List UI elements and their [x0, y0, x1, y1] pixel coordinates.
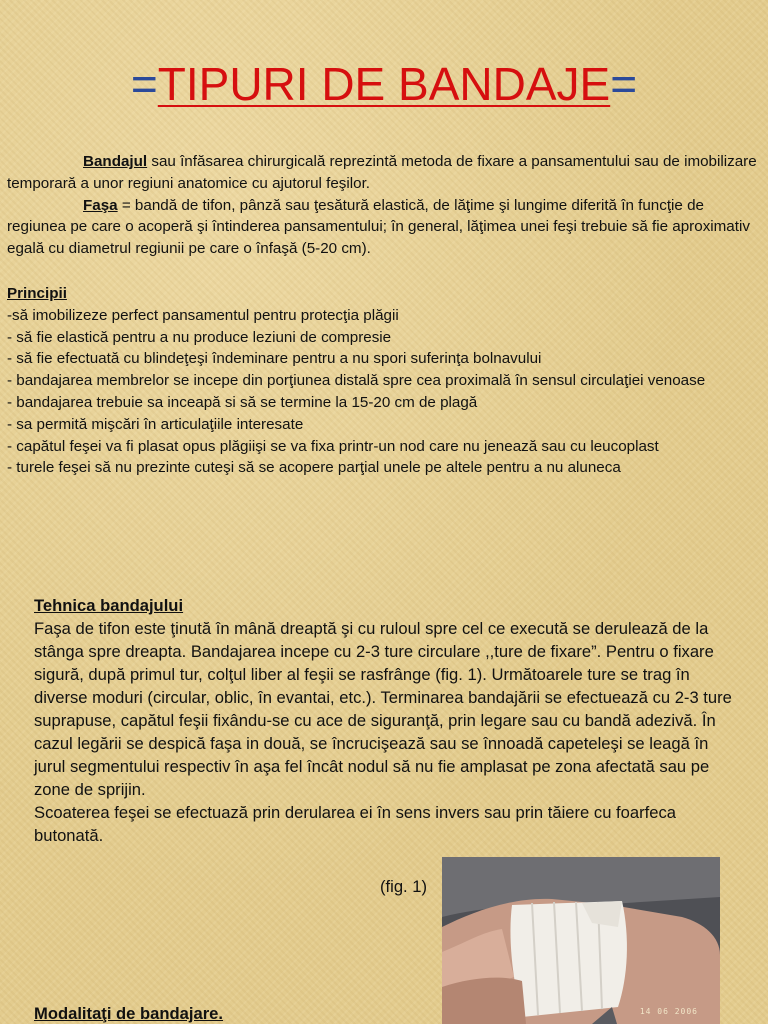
- principii-item: -să imobilizeze perfect pansamentul pentru protecţia plăgii: [7, 306, 399, 324]
- title-right-mark: =: [610, 58, 638, 110]
- bandage-photo: [442, 857, 720, 1024]
- principii-item: - capătul feşei va fi plasat opus plăgiişi se va fixa printr-un nod care nu jenează sau cu leucoplast: [7, 437, 659, 455]
- principii-item: - turele feşei să nu prezinte cuteşi să se acopere parţial unele pe altele pentru a nu aluneca: [7, 459, 621, 477]
- principii-section: [7, 283, 759, 479]
- principii-item: - bandajarea membrelor se incepe din porţiunea distală spre cea proximală în sensul circulaţiei venoase: [7, 372, 706, 390]
- principii-item: - bandajarea trebuie sa inceapă si să se termine la 15-20 cm de plagă: [7, 393, 478, 411]
- fasa-text: = bandă de tifon, pânză sau ţesătură elastică, de lăţime şi lungime diferită în funcţie de regiunea pe care o acoperă şi întinderea pansamentului; în general, lăţimea unei feşi trebuie să fie aproximativ egală cu diametrul regiunii pe care o înfaşă (5-20 cm).: [7, 196, 750, 258]
- tehnica-paragraph: Faşa de tifon este ţinută în mână dreaptă şi cu ruloul spre cel ce execută se derulează de la stânga spre dreapta. Bandajarea incepe cu 2-3 ture circulare ,,ture de fixare”. Pentru o fixare sigură, după primul tur, colţul liber al feşii se rasfrânge (fig. 1). Următoarele ture se trag în diverse moduri (circular, oblic, în evantai, etc.). Terminarea bandajării se efectuează cu 2-3 ture suprapuse, capătul feşii fixându-se cu ace de siguranţă, prin legare sau cu bandă adezivă. În cazul legării se despică faşa in două, se încrucişează sau se înnoadă capeteleşi se leagă în jurul segmentului respectiv în aşa fel încât nodul să nu fie amplasat pe zona afectată sau pe zone de sprijin.: [34, 619, 732, 799]
- bandaged-wrist-image: [442, 857, 720, 1024]
- figure-caption: (fig. 1): [380, 877, 428, 896]
- intro-section: [7, 151, 759, 260]
- principii-heading: Principii: [7, 285, 67, 302]
- fasa-paragraph: [7, 195, 759, 260]
- bandajul-term: Bandajul: [83, 153, 148, 170]
- modalitati-heading: Modalitaţi de bandajare.: [34, 1004, 224, 1023]
- title-left-mark: =: [130, 58, 158, 110]
- tehnica-paragraph-removal: Scoaterea feşei se efectuază prin derularea ei în sens invers sau prin tăiere cu foarfeca butonată.: [34, 803, 676, 845]
- photo-date-stamp: 14 06 2006: [639, 1007, 698, 1016]
- principii-item: - să fie efectuată cu blindeţeşi îndeminare pentru a nu spori suferinţa bolnavului: [7, 350, 542, 368]
- page-title: [0, 56, 768, 112]
- bandajul-text: sau înfăsarea chirurgicală reprezintă metoda de fixare a pansamentului sau de imobilizare temporară a unor regiuni anatomice cu ajutorul feşilor.: [7, 153, 757, 192]
- principii-item: - să fie elastică pentru a nu produce leziuni de compresie: [7, 328, 392, 346]
- fasa-term: Faşa: [83, 196, 118, 214]
- principii-item: - sa permită mişcări în articulaţiile interesate: [7, 415, 304, 433]
- tehnica-heading: Tehnica bandajului: [34, 596, 184, 615]
- tehnica-section: [34, 594, 734, 847]
- bandajul-paragraph: [7, 151, 759, 195]
- title-text: TIPURI DE BANDAJE: [157, 58, 611, 110]
